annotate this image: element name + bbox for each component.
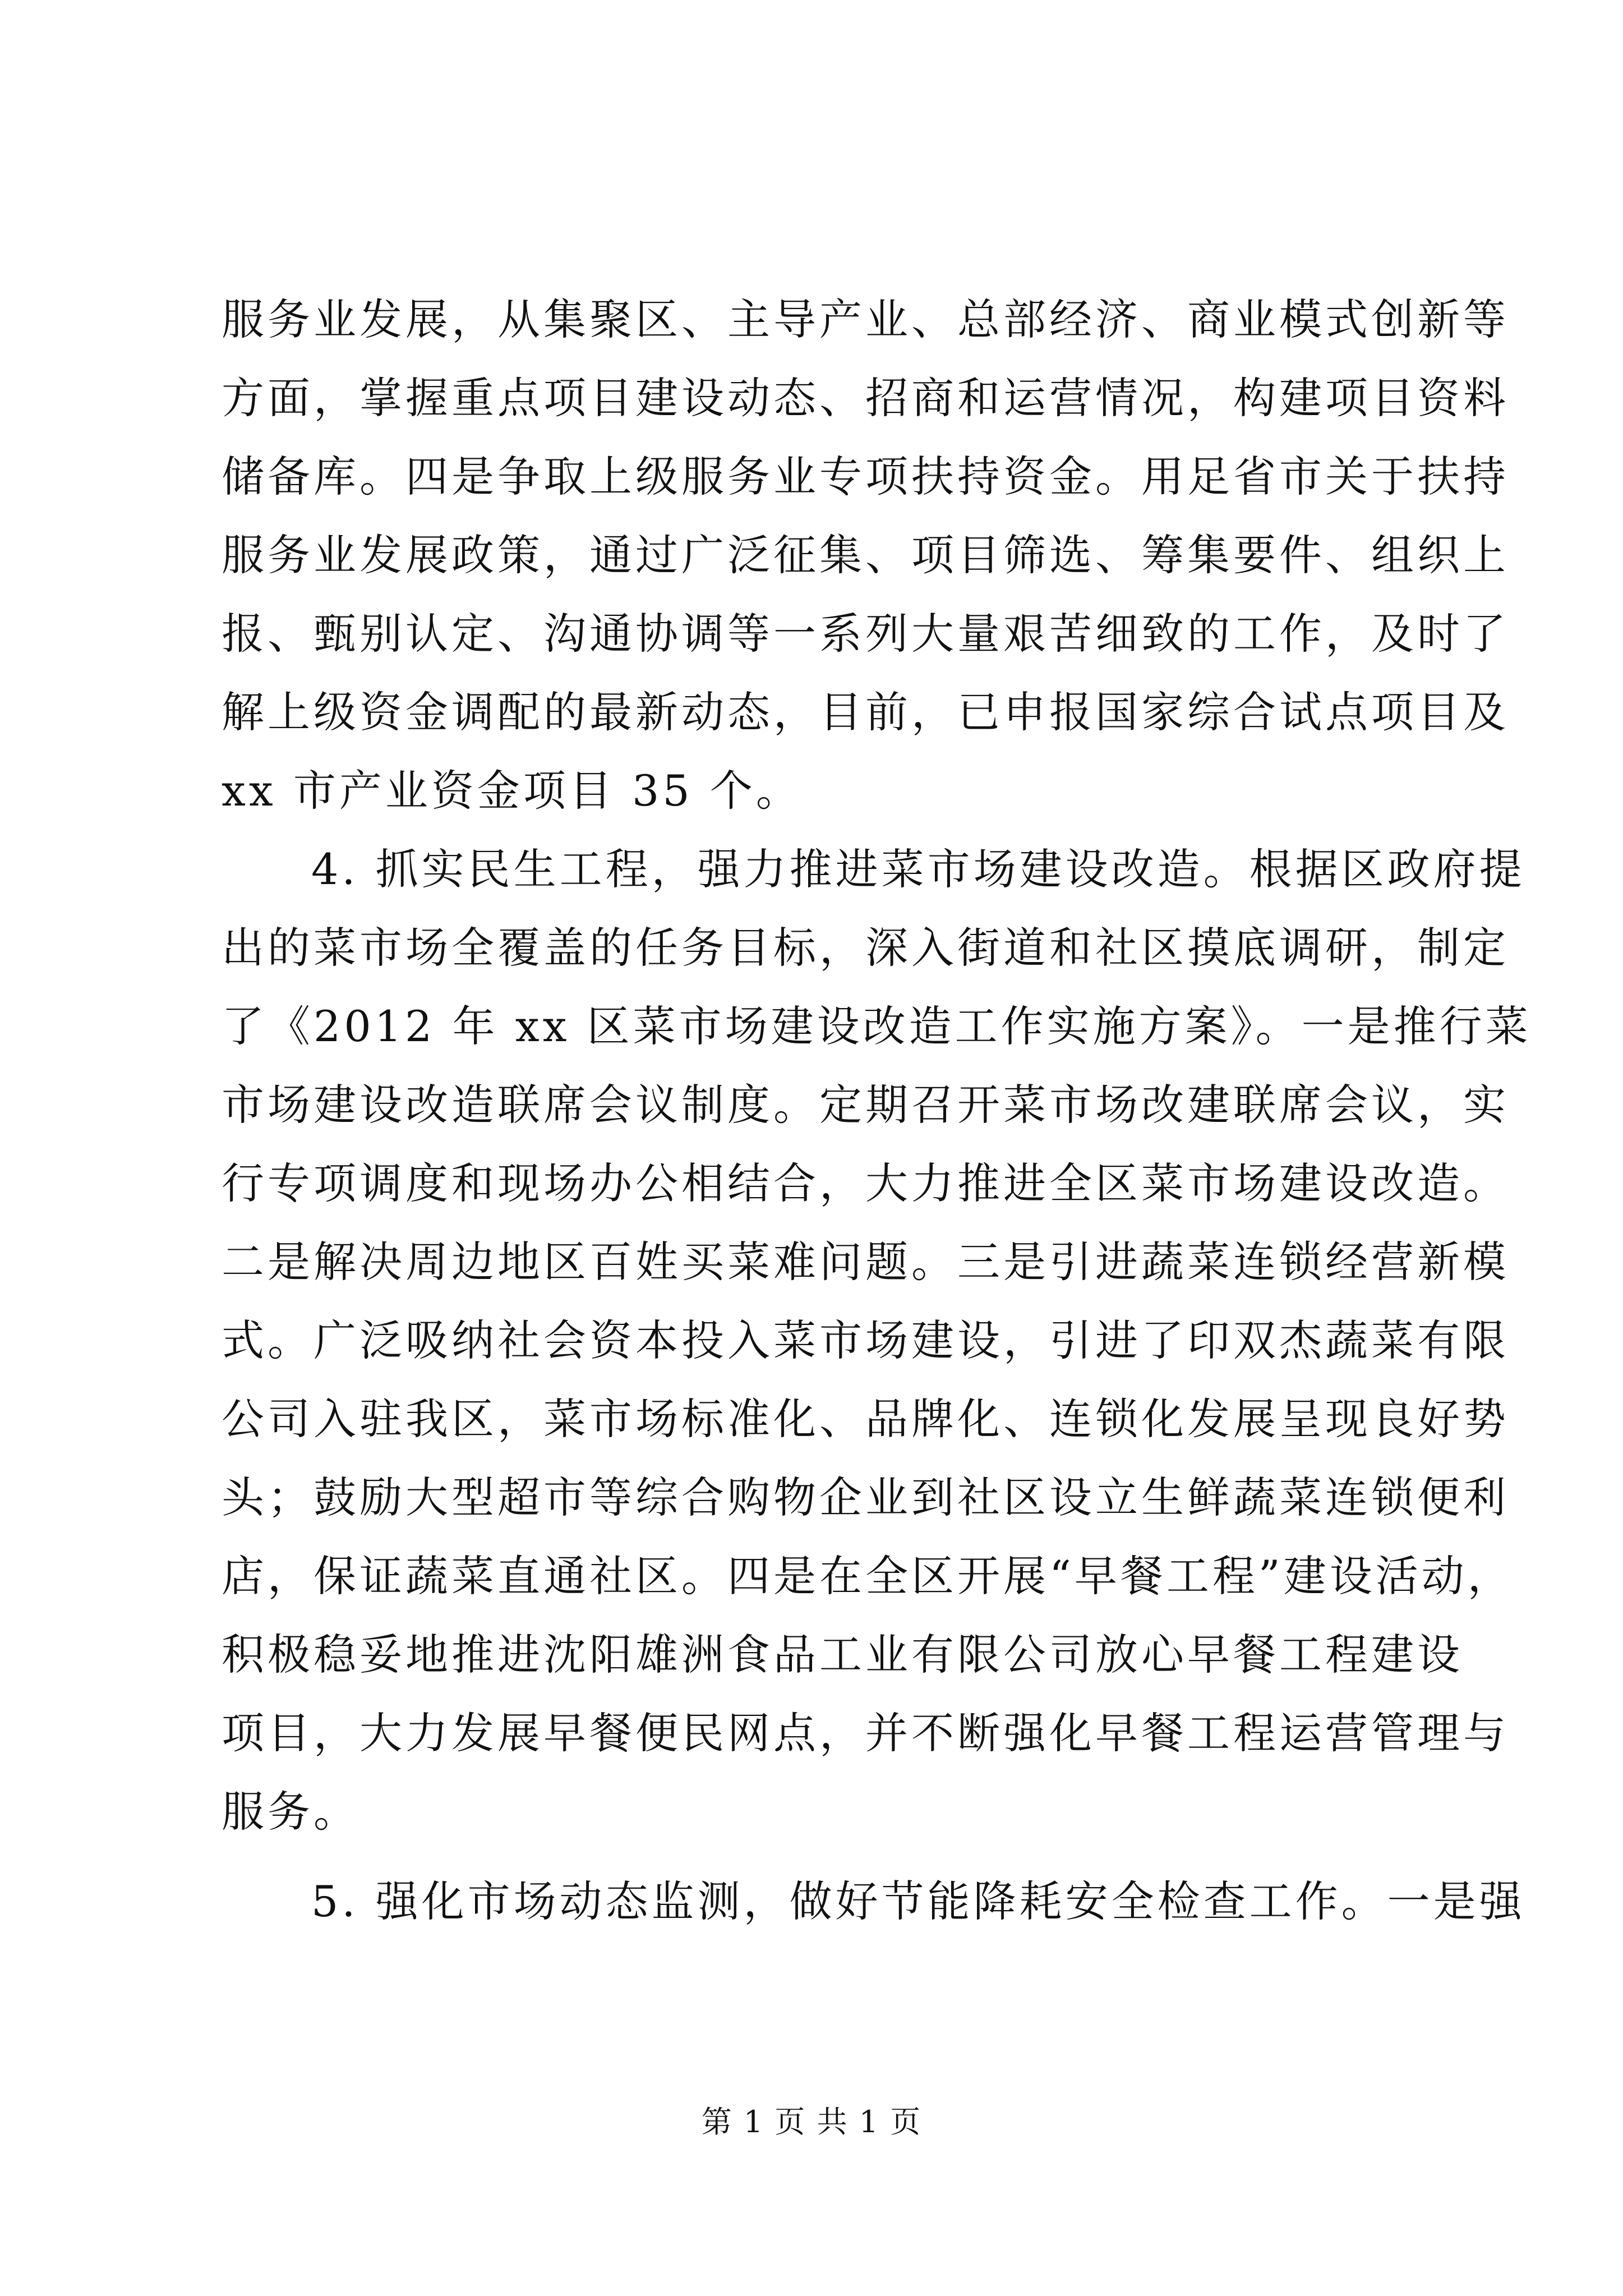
text-line: 解上级资金调配的最新动态，目前，已申报国家综合试点项目及 [222, 687, 1509, 737]
text-line: 市场建设改造联席会议制度。定期召开菜市场改建联席会议，实 [222, 1080, 1509, 1130]
text-line: 式。广泛吸纳社会资本投入菜市场建设，引进了印双杰蔬菜有限 [222, 1315, 1509, 1365]
text-line: 了《2012 年 xx 区菜市场建设改造工作实施方案》。一是推行菜 [222, 1001, 1532, 1051]
text-line: 服务业发展，从集聚区、主导产业、总部经济、商业模式创新等 [222, 295, 1509, 344]
text-line: 项目，大力发展早餐便民网点，并不断强化早餐工程运营管理与 [222, 1708, 1509, 1758]
text-line: 方面，掌握重点项目建设动态、招商和运营情况，构建项目资料 [222, 373, 1509, 423]
text-line: 公司入驻我区，菜市场标准化、品牌化、连锁化发展呈现良好势 [222, 1394, 1509, 1444]
text-line: 二是解决周边地区百姓买菜难问题。三是引进蔬菜连锁经营新模 [222, 1237, 1509, 1287]
text-line: 行专项调度和现场办公相结合，大力推进全区菜市场建设改造。 [222, 1158, 1509, 1208]
text-line: 报、甄别认定、沟通协调等一系列大量艰苦细致的工作，及时了 [222, 609, 1509, 659]
page-number-footer: 第 1 页 共 1 页 [701, 2104, 922, 2139]
text-line: xx 市产业资金项目 35 个。 [222, 766, 802, 816]
text-line: 头；鼓励大型超市等综合购物企业到社区设立生鲜蔬菜连锁便利 [222, 1473, 1509, 1522]
paragraph-first-line: 4. 抓实民生工程，强力推进菜市场建设改造。根据区政府提 [311, 844, 1525, 894]
paragraph-first-line: 5. 强化市场动态监测，做好节能降耗安全检查工作。一是强 [311, 1876, 1525, 1926]
text-line: 服务业发展政策，通过广泛征集、项目筛选、筹集要件、组织上 [222, 530, 1509, 580]
text-line: 积极稳妥地推进沈阳雄洲食品工业有限公司放心早餐工程建设 [222, 1630, 1463, 1680]
text-line: 出的菜市场全覆盖的任务目标，深入街道和社区摸底调研，制定 [222, 923, 1509, 973]
text-line: 店，保证蔬菜直通社区。四是在全区开展“早餐工程”建设活动， [222, 1551, 1514, 1601]
text-line: 服务。 [222, 1787, 359, 1837]
text-line: 储备库。四是争取上级服务业专项扶持资金。用足省市关于扶持 [222, 452, 1509, 501]
